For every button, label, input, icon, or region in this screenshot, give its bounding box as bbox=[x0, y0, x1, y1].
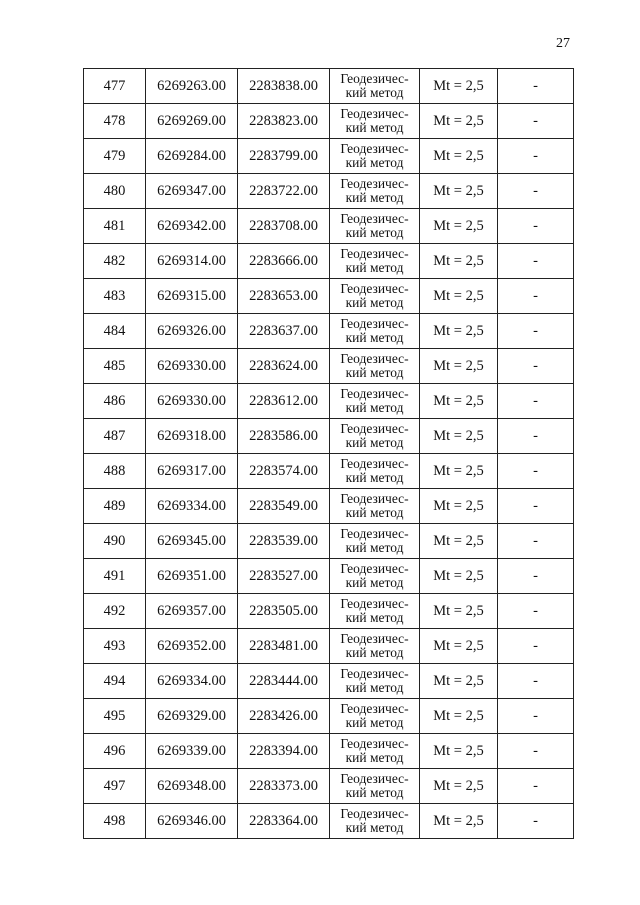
method-cell bbox=[330, 279, 420, 314]
table-row bbox=[84, 174, 574, 209]
description-cell: - bbox=[498, 699, 574, 734]
method-cell bbox=[330, 69, 420, 104]
y-coordinate-cell: 2283653.00 bbox=[238, 279, 330, 314]
method-line-1: Геодезичес- bbox=[340, 701, 409, 716]
method-line-2: кий метод bbox=[345, 715, 404, 730]
x-coordinate-cell: 6269334.00 bbox=[146, 489, 238, 524]
x-coordinate-cell: 6269342.00 bbox=[146, 209, 238, 244]
table-row bbox=[84, 384, 574, 419]
method-line-1: Геодезичес- bbox=[340, 736, 409, 751]
method-line-1: Геодезичес- bbox=[340, 281, 409, 296]
method-line-1: Геодезичес- bbox=[340, 351, 409, 366]
table-row bbox=[84, 104, 574, 139]
accuracy-cell: Mt = 2,5 bbox=[420, 524, 498, 559]
method-line-1: Геодезичес- bbox=[340, 176, 409, 191]
description-cell: - bbox=[498, 314, 574, 349]
method-line-2: кий метод bbox=[345, 365, 404, 380]
x-coordinate-cell: 6269357.00 bbox=[146, 594, 238, 629]
table-row bbox=[84, 559, 574, 594]
y-coordinate-cell: 2283549.00 bbox=[238, 489, 330, 524]
accuracy-cell: Mt = 2,5 bbox=[420, 244, 498, 279]
point-number-cell: 479 bbox=[84, 139, 146, 174]
method-line-1: Геодезичес- bbox=[340, 386, 409, 401]
method-cell bbox=[330, 664, 420, 699]
description-cell: - bbox=[498, 524, 574, 559]
method-line-1: Геодезичес- bbox=[340, 71, 409, 86]
coordinates-table-body bbox=[84, 69, 574, 839]
x-coordinate-cell: 6269345.00 bbox=[146, 524, 238, 559]
description-cell: - bbox=[498, 384, 574, 419]
method-cell bbox=[330, 349, 420, 384]
point-number-cell: 489 bbox=[84, 489, 146, 524]
description-cell: - bbox=[498, 69, 574, 104]
y-coordinate-cell: 2283444.00 bbox=[238, 664, 330, 699]
point-number-cell: 488 bbox=[84, 454, 146, 489]
accuracy-cell: Mt = 2,5 bbox=[420, 734, 498, 769]
point-number-cell: 495 bbox=[84, 699, 146, 734]
description-cell: - bbox=[498, 769, 574, 804]
method-line-1: Геодезичес- bbox=[340, 316, 409, 331]
method-cell bbox=[330, 384, 420, 419]
accuracy-cell: Mt = 2,5 bbox=[420, 804, 498, 839]
table-row bbox=[84, 69, 574, 104]
method-cell bbox=[330, 454, 420, 489]
page-number: 27 bbox=[556, 36, 570, 51]
method-line-2: кий метод bbox=[345, 330, 404, 345]
x-coordinate-cell: 6269263.00 bbox=[146, 69, 238, 104]
table-row bbox=[84, 139, 574, 174]
description-cell: - bbox=[498, 419, 574, 454]
x-coordinate-cell: 6269348.00 bbox=[146, 769, 238, 804]
method-line-2: кий метод bbox=[345, 575, 404, 590]
method-cell bbox=[330, 314, 420, 349]
accuracy-cell: Mt = 2,5 bbox=[420, 279, 498, 314]
x-coordinate-cell: 6269318.00 bbox=[146, 419, 238, 454]
y-coordinate-cell: 2283394.00 bbox=[238, 734, 330, 769]
description-cell: - bbox=[498, 629, 574, 664]
point-number-cell: 493 bbox=[84, 629, 146, 664]
method-line-1: Геодезичес- bbox=[340, 491, 409, 506]
accuracy-cell: Mt = 2,5 bbox=[420, 139, 498, 174]
method-line-1: Геодезичес- bbox=[340, 246, 409, 261]
point-number-cell: 477 bbox=[84, 69, 146, 104]
table-row bbox=[84, 629, 574, 664]
accuracy-cell: Mt = 2,5 bbox=[420, 699, 498, 734]
x-coordinate-cell: 6269315.00 bbox=[146, 279, 238, 314]
method-line-1: Геодезичес- bbox=[340, 106, 409, 121]
method-line-1: Геодезичес- bbox=[340, 631, 409, 646]
method-cell bbox=[330, 489, 420, 524]
description-cell: - bbox=[498, 279, 574, 314]
table-row bbox=[84, 524, 574, 559]
method-cell bbox=[330, 629, 420, 664]
table-row bbox=[84, 734, 574, 769]
method-cell bbox=[330, 209, 420, 244]
point-number-cell: 498 bbox=[84, 804, 146, 839]
x-coordinate-cell: 6269346.00 bbox=[146, 804, 238, 839]
description-cell: - bbox=[498, 174, 574, 209]
accuracy-cell: Mt = 2,5 bbox=[420, 314, 498, 349]
description-cell: - bbox=[498, 489, 574, 524]
accuracy-cell: Mt = 2,5 bbox=[420, 69, 498, 104]
method-cell bbox=[330, 699, 420, 734]
accuracy-cell: Mt = 2,5 bbox=[420, 664, 498, 699]
y-coordinate-cell: 2283708.00 bbox=[238, 209, 330, 244]
point-number-cell: 492 bbox=[84, 594, 146, 629]
method-line-1: Геодезичес- bbox=[340, 211, 409, 226]
description-cell: - bbox=[498, 139, 574, 174]
description-cell: - bbox=[498, 104, 574, 139]
table-row bbox=[84, 804, 574, 839]
method-line-2: кий метод bbox=[345, 505, 404, 520]
y-coordinate-cell: 2283426.00 bbox=[238, 699, 330, 734]
y-coordinate-cell: 2283838.00 bbox=[238, 69, 330, 104]
point-number-cell: 481 bbox=[84, 209, 146, 244]
x-coordinate-cell: 6269329.00 bbox=[146, 699, 238, 734]
description-cell: - bbox=[498, 594, 574, 629]
method-line-1: Геодезичес- bbox=[340, 771, 409, 786]
accuracy-cell: Mt = 2,5 bbox=[420, 209, 498, 244]
method-line-1: Геодезичес- bbox=[340, 141, 409, 156]
method-cell bbox=[330, 244, 420, 279]
method-line-2: кий метод bbox=[345, 400, 404, 415]
x-coordinate-cell: 6269317.00 bbox=[146, 454, 238, 489]
accuracy-cell: Mt = 2,5 bbox=[420, 454, 498, 489]
x-coordinate-cell: 6269326.00 bbox=[146, 314, 238, 349]
y-coordinate-cell: 2283722.00 bbox=[238, 174, 330, 209]
method-line-2: кий метод bbox=[345, 750, 404, 765]
method-line-2: кий метод bbox=[345, 155, 404, 170]
accuracy-cell: Mt = 2,5 bbox=[420, 419, 498, 454]
y-coordinate-cell: 2283799.00 bbox=[238, 139, 330, 174]
point-number-cell: 487 bbox=[84, 419, 146, 454]
x-coordinate-cell: 6269314.00 bbox=[146, 244, 238, 279]
x-coordinate-cell: 6269330.00 bbox=[146, 384, 238, 419]
point-number-cell: 482 bbox=[84, 244, 146, 279]
method-line-2: кий метод bbox=[345, 225, 404, 240]
accuracy-cell: Mt = 2,5 bbox=[420, 559, 498, 594]
accuracy-cell: Mt = 2,5 bbox=[420, 104, 498, 139]
method-line-1: Геодезичес- bbox=[340, 666, 409, 681]
x-coordinate-cell: 6269352.00 bbox=[146, 629, 238, 664]
description-cell: - bbox=[498, 349, 574, 384]
description-cell: - bbox=[498, 734, 574, 769]
method-line-2: кий метод bbox=[345, 820, 404, 835]
method-cell bbox=[330, 594, 420, 629]
point-number-cell: 490 bbox=[84, 524, 146, 559]
table-row bbox=[84, 664, 574, 699]
method-line-1: Геодезичес- bbox=[340, 596, 409, 611]
accuracy-cell: Mt = 2,5 bbox=[420, 489, 498, 524]
accuracy-cell: Mt = 2,5 bbox=[420, 629, 498, 664]
x-coordinate-cell: 6269330.00 bbox=[146, 349, 238, 384]
y-coordinate-cell: 2283364.00 bbox=[238, 804, 330, 839]
table-row bbox=[84, 699, 574, 734]
method-line-1: Геодезичес- bbox=[340, 806, 409, 821]
y-coordinate-cell: 2283612.00 bbox=[238, 384, 330, 419]
method-line-2: кий метод bbox=[345, 610, 404, 625]
method-cell bbox=[330, 734, 420, 769]
method-line-2: кий метод bbox=[345, 470, 404, 485]
method-line-2: кий метод bbox=[345, 680, 404, 695]
table-row bbox=[84, 454, 574, 489]
method-line-2: кий метод bbox=[345, 260, 404, 275]
x-coordinate-cell: 6269339.00 bbox=[146, 734, 238, 769]
description-cell: - bbox=[498, 244, 574, 279]
point-number-cell: 491 bbox=[84, 559, 146, 594]
method-cell bbox=[330, 174, 420, 209]
method-line-2: кий метод bbox=[345, 85, 404, 100]
y-coordinate-cell: 2283637.00 bbox=[238, 314, 330, 349]
y-coordinate-cell: 2283666.00 bbox=[238, 244, 330, 279]
description-cell: - bbox=[498, 454, 574, 489]
point-number-cell: 486 bbox=[84, 384, 146, 419]
y-coordinate-cell: 2283539.00 bbox=[238, 524, 330, 559]
x-coordinate-cell: 6269347.00 bbox=[146, 174, 238, 209]
method-line-2: кий метод bbox=[345, 435, 404, 450]
method-cell bbox=[330, 139, 420, 174]
method-line-2: кий метод bbox=[345, 645, 404, 660]
description-cell: - bbox=[498, 209, 574, 244]
table-row bbox=[84, 314, 574, 349]
description-cell: - bbox=[498, 664, 574, 699]
method-line-2: кий метод bbox=[345, 785, 404, 800]
accuracy-cell: Mt = 2,5 bbox=[420, 349, 498, 384]
table-row bbox=[84, 594, 574, 629]
y-coordinate-cell: 2283527.00 bbox=[238, 559, 330, 594]
y-coordinate-cell: 2283373.00 bbox=[238, 769, 330, 804]
point-number-cell: 480 bbox=[84, 174, 146, 209]
x-coordinate-cell: 6269284.00 bbox=[146, 139, 238, 174]
accuracy-cell: Mt = 2,5 bbox=[420, 769, 498, 804]
description-cell: - bbox=[498, 559, 574, 594]
method-cell bbox=[330, 804, 420, 839]
point-number-cell: 483 bbox=[84, 279, 146, 314]
method-cell bbox=[330, 559, 420, 594]
method-line-2: кий метод bbox=[345, 190, 404, 205]
table-row bbox=[84, 419, 574, 454]
accuracy-cell: Mt = 2,5 bbox=[420, 174, 498, 209]
method-line-1: Геодезичес- bbox=[340, 561, 409, 576]
method-line-1: Геодезичес- bbox=[340, 526, 409, 541]
description-cell: - bbox=[498, 804, 574, 839]
table-row bbox=[84, 209, 574, 244]
point-number-cell: 485 bbox=[84, 349, 146, 384]
x-coordinate-cell: 6269269.00 bbox=[146, 104, 238, 139]
y-coordinate-cell: 2283505.00 bbox=[238, 594, 330, 629]
point-number-cell: 494 bbox=[84, 664, 146, 699]
accuracy-cell: Mt = 2,5 bbox=[420, 594, 498, 629]
point-number-cell: 478 bbox=[84, 104, 146, 139]
x-coordinate-cell: 6269351.00 bbox=[146, 559, 238, 594]
y-coordinate-cell: 2283586.00 bbox=[238, 419, 330, 454]
method-cell bbox=[330, 419, 420, 454]
method-line-2: кий метод bbox=[345, 295, 404, 310]
method-line-1: Геодезичес- bbox=[340, 456, 409, 471]
method-cell bbox=[330, 524, 420, 559]
method-cell bbox=[330, 104, 420, 139]
y-coordinate-cell: 2283574.00 bbox=[238, 454, 330, 489]
table-row bbox=[84, 769, 574, 804]
table-row bbox=[84, 279, 574, 314]
x-coordinate-cell: 6269334.00 bbox=[146, 664, 238, 699]
table-row bbox=[84, 349, 574, 384]
y-coordinate-cell: 2283624.00 bbox=[238, 349, 330, 384]
method-line-2: кий метод bbox=[345, 120, 404, 135]
method-line-1: Геодезичес- bbox=[340, 421, 409, 436]
y-coordinate-cell: 2283823.00 bbox=[238, 104, 330, 139]
point-number-cell: 497 bbox=[84, 769, 146, 804]
point-number-cell: 496 bbox=[84, 734, 146, 769]
accuracy-cell: Mt = 2,5 bbox=[420, 384, 498, 419]
method-line-2: кий метод bbox=[345, 540, 404, 555]
table-row bbox=[84, 489, 574, 524]
y-coordinate-cell: 2283481.00 bbox=[238, 629, 330, 664]
coordinates-table bbox=[83, 68, 574, 839]
method-cell bbox=[330, 769, 420, 804]
table-row bbox=[84, 244, 574, 279]
point-number-cell: 484 bbox=[84, 314, 146, 349]
